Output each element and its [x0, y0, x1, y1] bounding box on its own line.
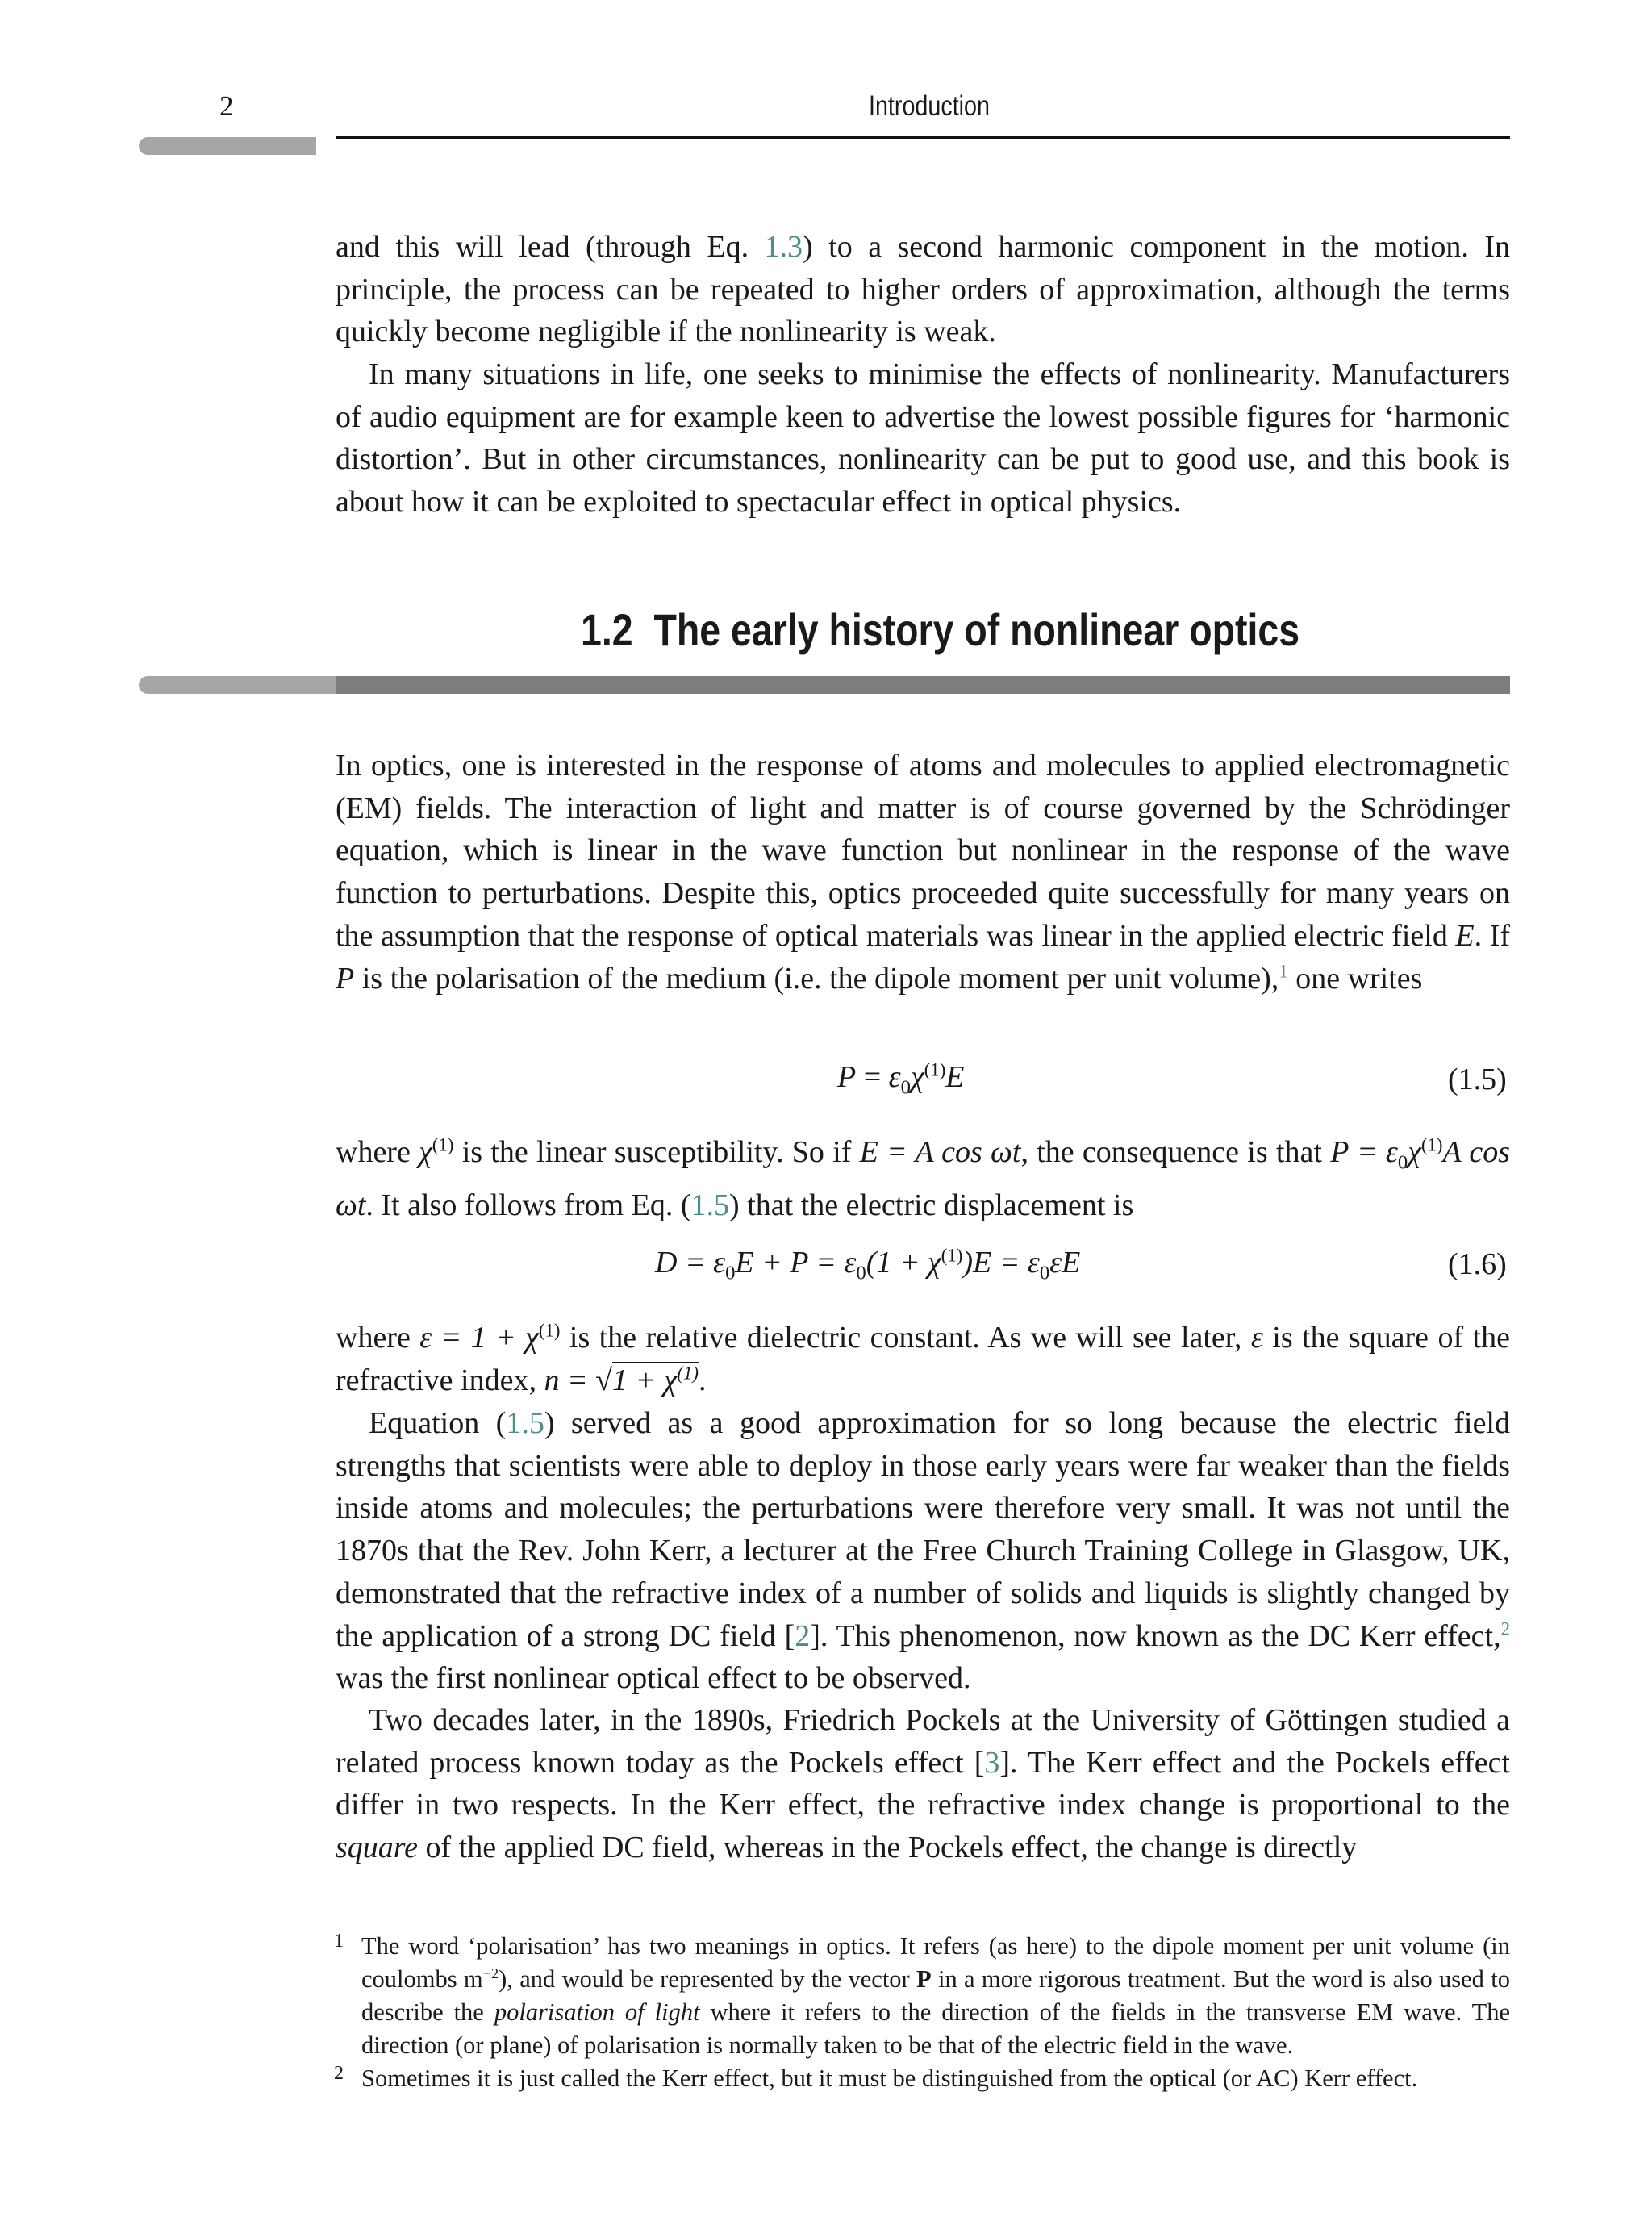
text: and this will lead (through Eq.: [336, 230, 765, 264]
paragraph-6: [336, 1402, 1510, 1700]
equation-ref-link[interactable]: 1.5: [690, 1188, 730, 1223]
math: n =: [544, 1363, 596, 1397]
math: ε = 1 + χ: [419, 1321, 539, 1355]
text: ]. The Kerr effect and the Pockels effect differ in two respects. In the Kerr effect, the refractive index change is proportional to the: [336, 1745, 1510, 1822]
text: where: [336, 1135, 419, 1169]
section-bar: [336, 676, 1510, 694]
section-number: 1.2: [581, 604, 633, 655]
emphasis: polarisation of light: [494, 1998, 700, 2026]
math: 0: [856, 1262, 866, 1284]
text: Equation (: [369, 1406, 507, 1440]
text: Two decades later, in the 1890s, Friedrich Pockels at the University of Göttingen studied a related process known today as the Pockels effect [: [336, 1703, 1510, 1780]
math: (1): [924, 1059, 946, 1080]
text: was the first nonlinear optical effect to be observed.: [336, 1661, 971, 1696]
equation-ref-link[interactable]: 1.3: [764, 230, 803, 264]
citation-link[interactable]: 2: [795, 1618, 811, 1653]
math: ε: [1250, 1321, 1263, 1355]
section-heading: [581, 603, 1299, 656]
paragraph-2: In many situations in life, one seeks to minimise the effects of nonlinearity. Manufacturers of audio equipment are for example keen to advertise the lowest possible figures for ‘harmonic distortion’. But in other circumstances, nonlinearity can be put to good use, and this book is about how it can be exploited to spectacular effect in optical physics.: [336, 357, 1510, 520]
paragraph-4: [336, 1131, 1510, 1227]
math: εE: [1049, 1246, 1081, 1280]
text: ) served as a good approximation for so long because the electric field strengths that scientists were able to deploy in those early years were far weaker than the fields inside atoms and molecules; the perturbations were therefore very small. It was not until the 1870s that the Rev. John Kerr, a lecturer at the Free Church Training College in Glasgow, UK, demonstrated that the refractive index of a number of solids and liquids is slightly changed by the application of a strong DC field [: [336, 1406, 1510, 1653]
math: ε: [888, 1060, 901, 1094]
footnote-1: [336, 1930, 1510, 2062]
header-tab-bar: [139, 137, 316, 155]
math-symbol: P: [336, 961, 355, 996]
text: is the linear susceptibility. So if: [453, 1135, 860, 1169]
text: In optics, one is interested in the response of atoms and molecules to applied electromagnetic (EM) fields. The interaction of light and matter is of course governed by the Schrödinger equation, which is linear in the wave function but nonlinear in the response of the wave function to perturbations. Despite this, optics proceeded quite successfully for many years on the assumption that the response of optical materials was linear in the applied electric field: [336, 749, 1510, 953]
math: −2: [482, 1964, 499, 1981]
text: is the square of the refractive index,: [336, 1321, 1510, 1397]
math: (1 + χ: [866, 1246, 941, 1280]
math: χ: [1408, 1135, 1421, 1169]
equation-number: (1.5): [1448, 1063, 1507, 1096]
bold-symbol: P: [916, 1965, 932, 1993]
text: where: [336, 1321, 420, 1355]
text: of the applied DC field, whereas in the Pockels effect, the change is directly: [418, 1831, 1358, 1865]
emphasis: square: [336, 1831, 419, 1865]
equation-1-5: [837, 1059, 965, 1100]
text: where it refers to the direction of the fields in the transverse EM wave. The direction (or plane) of polarisation is normally taken to be that of the electric field in the wave.: [361, 1998, 1511, 2059]
text: . If: [1474, 918, 1511, 953]
paragraph-3: [336, 745, 1510, 1000]
math: E: [945, 1060, 965, 1094]
page-number: 2: [219, 90, 234, 122]
math: χ: [910, 1060, 924, 1094]
sqrt-body: [612, 1362, 699, 1397]
footnote-mark: 2: [334, 2063, 344, 2084]
header-rule: [336, 136, 1510, 139]
math: P: [837, 1060, 857, 1094]
text: . It also follows from Eq. (: [365, 1188, 691, 1223]
text: ]. This phenomenon, now known as the DC Kerr effect,: [810, 1618, 1501, 1653]
math: (1): [1420, 1134, 1443, 1155]
equation-1-6: [655, 1245, 1080, 1285]
footnote-mark: 1: [334, 1931, 344, 1952]
paragraph-5: [336, 1317, 1510, 1401]
footnote-ref-link[interactable]: 1: [1279, 960, 1288, 981]
math-symbol: E: [1455, 918, 1475, 953]
equation-number: (1.6): [1448, 1247, 1507, 1281]
math: E + P = ε: [735, 1246, 857, 1280]
equation-ref-link[interactable]: 1.5: [506, 1406, 544, 1440]
math: (1): [538, 1320, 561, 1341]
citation-link[interactable]: 3: [984, 1745, 1000, 1780]
footnote-ref-link[interactable]: 2: [1500, 1618, 1510, 1639]
text: , the consequence is that: [1020, 1135, 1331, 1169]
math: D = ε: [655, 1246, 726, 1280]
math: 0: [725, 1262, 736, 1284]
text: .: [698, 1363, 707, 1397]
paragraph-1: [336, 226, 1510, 353]
math: (1): [941, 1245, 963, 1266]
math: 0: [900, 1076, 911, 1099]
math: P = ε: [1330, 1135, 1398, 1169]
text: is the polarisation of the medium (i.e. the dipole moment per unit volume),: [354, 961, 1279, 996]
text: ), and would be represented by the vector: [499, 1965, 917, 1993]
running-head: Introduction: [869, 90, 990, 122]
math: =: [856, 1060, 889, 1094]
text: The word ‘polarisation’ has two meanings in optics. It refers (as here) to the dipole moment per unit volume (in coulombs m: [361, 1932, 1510, 1993]
text: one writes: [1287, 961, 1423, 996]
math: 1 + χ: [611, 1363, 678, 1397]
text: in a more rigorous treatment. But the word is also used to describe the: [361, 1965, 1510, 2026]
math: 0: [1039, 1262, 1050, 1284]
math: )E = ε: [962, 1246, 1040, 1280]
text: is the relative dielectric constant. As we will see later,: [560, 1321, 1251, 1355]
math: A cos ωt: [336, 1135, 1510, 1223]
math: (1): [432, 1134, 454, 1155]
section-bar-accent: [139, 676, 340, 694]
footnote-2: [336, 2062, 1510, 2095]
paragraph-7: [336, 1699, 1510, 1869]
math: (1): [677, 1363, 699, 1384]
text: ) that the electric displacement is: [729, 1188, 1134, 1223]
math: E = A cos ωt: [859, 1135, 1021, 1169]
footnote-body: [336, 1930, 1510, 2062]
math: 0: [1397, 1151, 1408, 1174]
text: ) to a second harmonic component in the motion. In principle, the process can be repeated to higher orders of approximation, although the terms quickly become negligible if the nonlinearity is weak.: [336, 230, 1510, 349]
sqrt-sign: √: [595, 1363, 612, 1397]
math: χ: [419, 1135, 432, 1169]
footnote-body: Sometimes it is just called the Kerr effect, but it must be distinguished from the optical (or AC) Kerr effect.: [361, 2065, 1418, 2092]
section-title: The early history of nonlinear optics: [653, 604, 1300, 655]
